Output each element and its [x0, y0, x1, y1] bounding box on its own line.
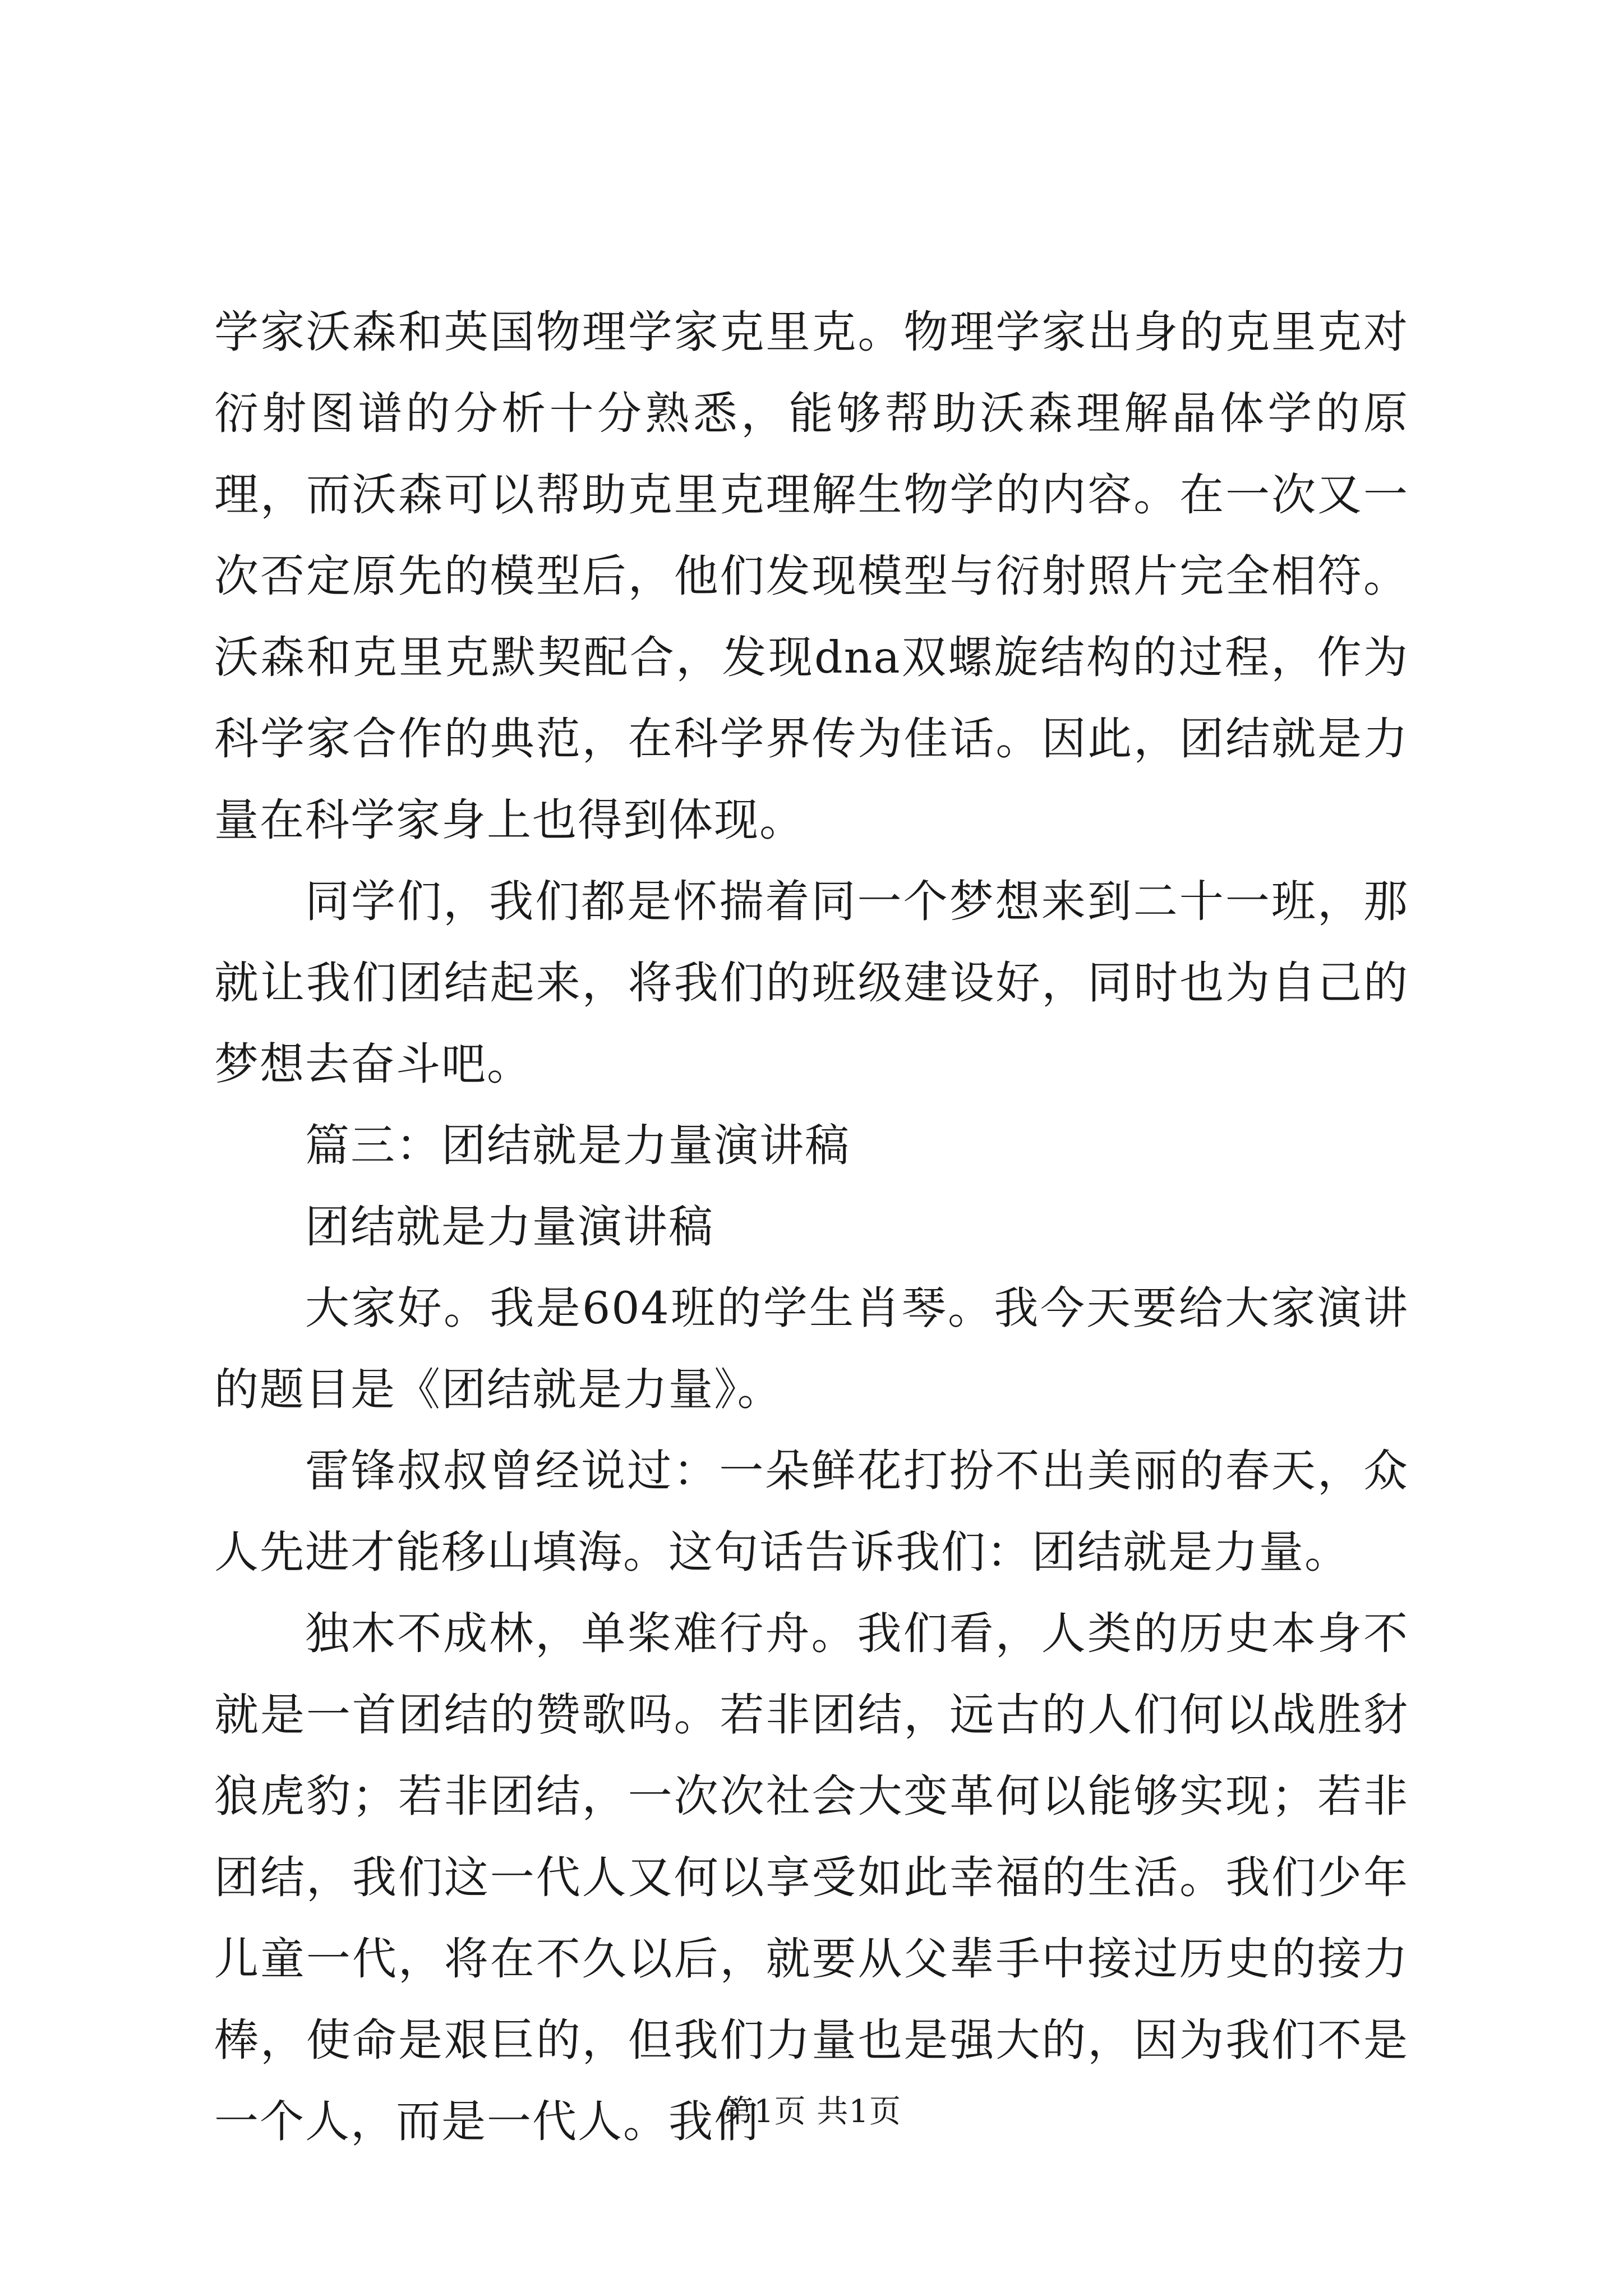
speech-title: 团结就是力量演讲稿: [305, 1201, 714, 1253]
paragraph-greeting: 大家好。我是604班的学生肖琴。我今天要给大家演讲的题目是《团结就是力量》。: [214, 1282, 1409, 1415]
section-heading: 篇三：团结就是力量演讲稿: [305, 1120, 850, 1171]
document-body: [214, 292, 1409, 2162]
paragraph-body: 独木不成林，单桨难行舟。我们看，人类的历史本身不就是一首团结的赞歌吗。若非团结，远古的人们何以战胜豺狼虎豹；若非团结，一次次社会大变革何以能够实现；若非团结，我们这一代人又何以享受如此幸福的生活。我们少年儿童一代，将在不久以后，就要从父辈手中接过历史的接力棒，使命是艰巨的，但我们力量也是强大的，因为我们不是一个人，而是一代人。我们: [214, 1608, 1409, 2147]
paragraph-quote: 雷锋叔叔曾经说过：一朵鲜花打扮不出美丽的春天，众人先进才能移山填海。这句话告诉我们：团结就是力量。: [214, 1445, 1409, 1578]
paragraph-continuation: 学家沃森和英国物理学家克里克。物理学家出身的克里克对衍射图谱的分析十分熟悉，能够帮助沃森理解晶体学的原理，而沃森可以帮助克里克理解生物学的内容。在一次又一次否定原先的模型后，他们发现模型与衍射照片完全相符。沃森和克里克默契配合，发现dna双螺旋结构的过程，作为科学家合作的典范，在科学界传为佳话。因此，团结就是力量在科学家身上也得到体现。: [214, 306, 1409, 846]
page-number-footer: 第1页 共1页: [721, 2093, 902, 2130]
paragraph-closing: 同学们，我们都是怀揣着同一个梦想来到二十一班，那就让我们团结起来，将我们的班级建设好，同时也为自己的梦想去奋斗吧。: [214, 876, 1409, 1090]
